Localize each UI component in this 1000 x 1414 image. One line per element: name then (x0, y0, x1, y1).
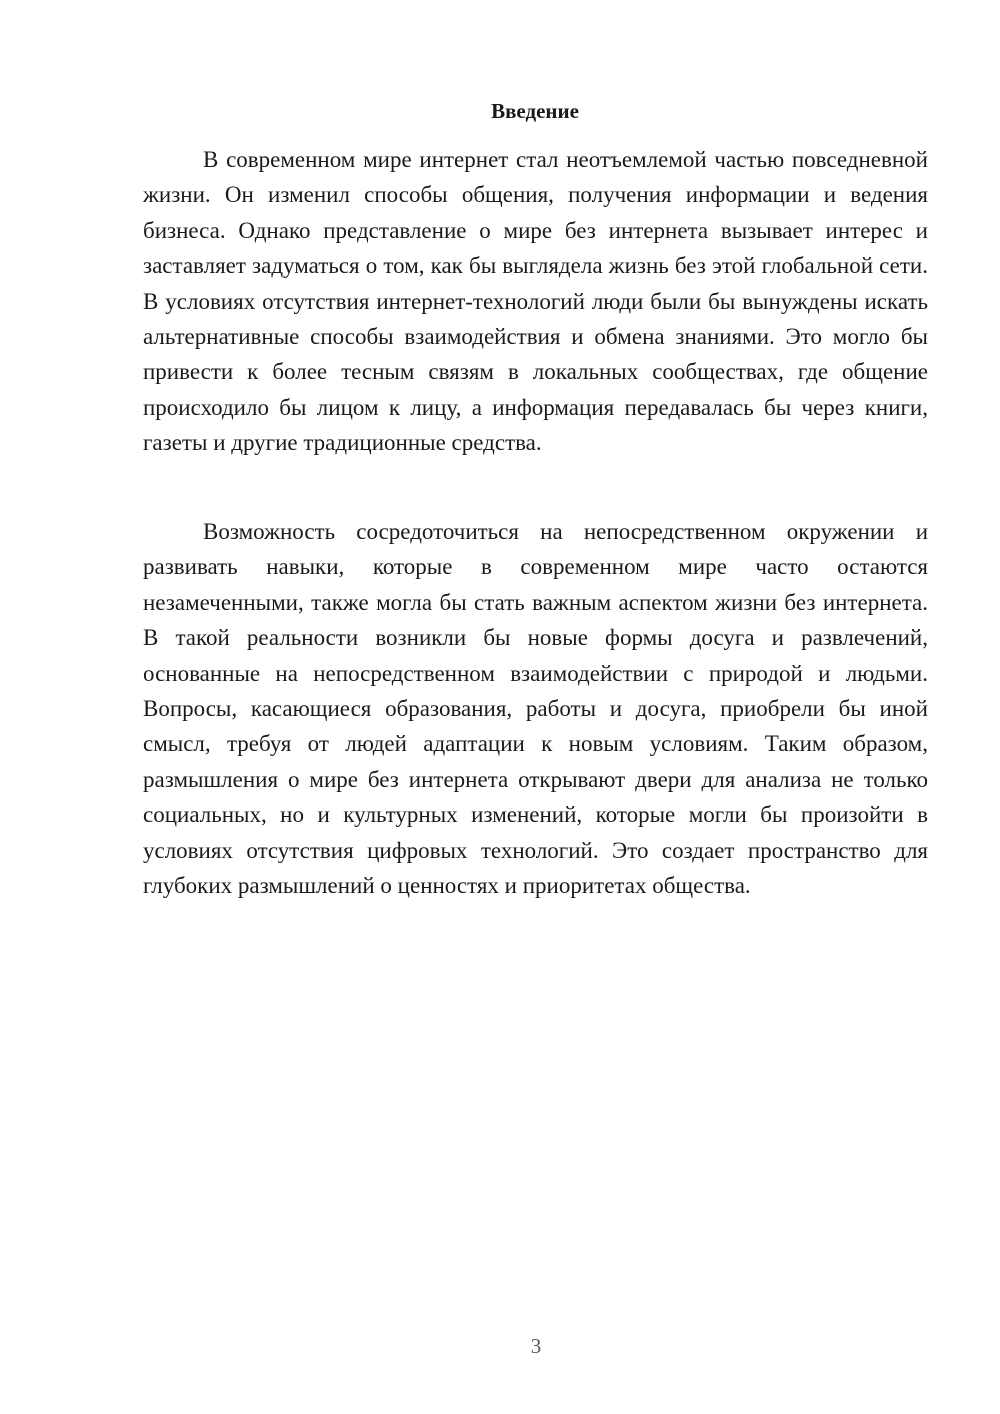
page-number: 3 (530, 1334, 542, 1358)
paragraph-2 (143, 514, 928, 903)
page-title: Введение (491, 99, 579, 123)
paragraph-text: В современном мире интернет стал неотъемлемой частью повседневной жизни. Он изменил способы общения, получения информации и ведения бизнеса. Однако представление о мире без интернета вызывает интерес и заставляет задуматься о том, как бы выглядела жизнь без этой глобальной сети. В условиях отсутствия интернет-технологий люди были бы вынуждены искать альтернативные способы взаимодействия и обмена знаниями. Это могло бы привести к более тесным связям в локальных сообществах, где общение происходило бы лицом к лицу, а информация передавалась бы через книги, газеты и другие традиционные средства. (143, 147, 928, 456)
paragraph-1 (143, 142, 928, 461)
paragraph-text: Возможность сосредоточиться на непосредственном окружении и развивать навыки, которые в современном мире часто остаются незамеченными, также могла бы стать важным аспектом жизни без интернета. В такой реальности возникли бы новые формы досуга и развлечений, основанные на непосредственном взаимодействии с природой и людьми. Вопросы, касающиеся образования, работы и досуга, приобрели бы иной смысл, требуя от людей адаптации к новым условиям. Таким образом, размышления о мире без интернета открывают двери для анализа не только социальных, но и культурных изменений, которые могли бы произойти в условиях отсутствия цифровых технологий. Это создает пространство для глубоких размышлений о ценностях и приоритетах общества. (143, 519, 928, 899)
